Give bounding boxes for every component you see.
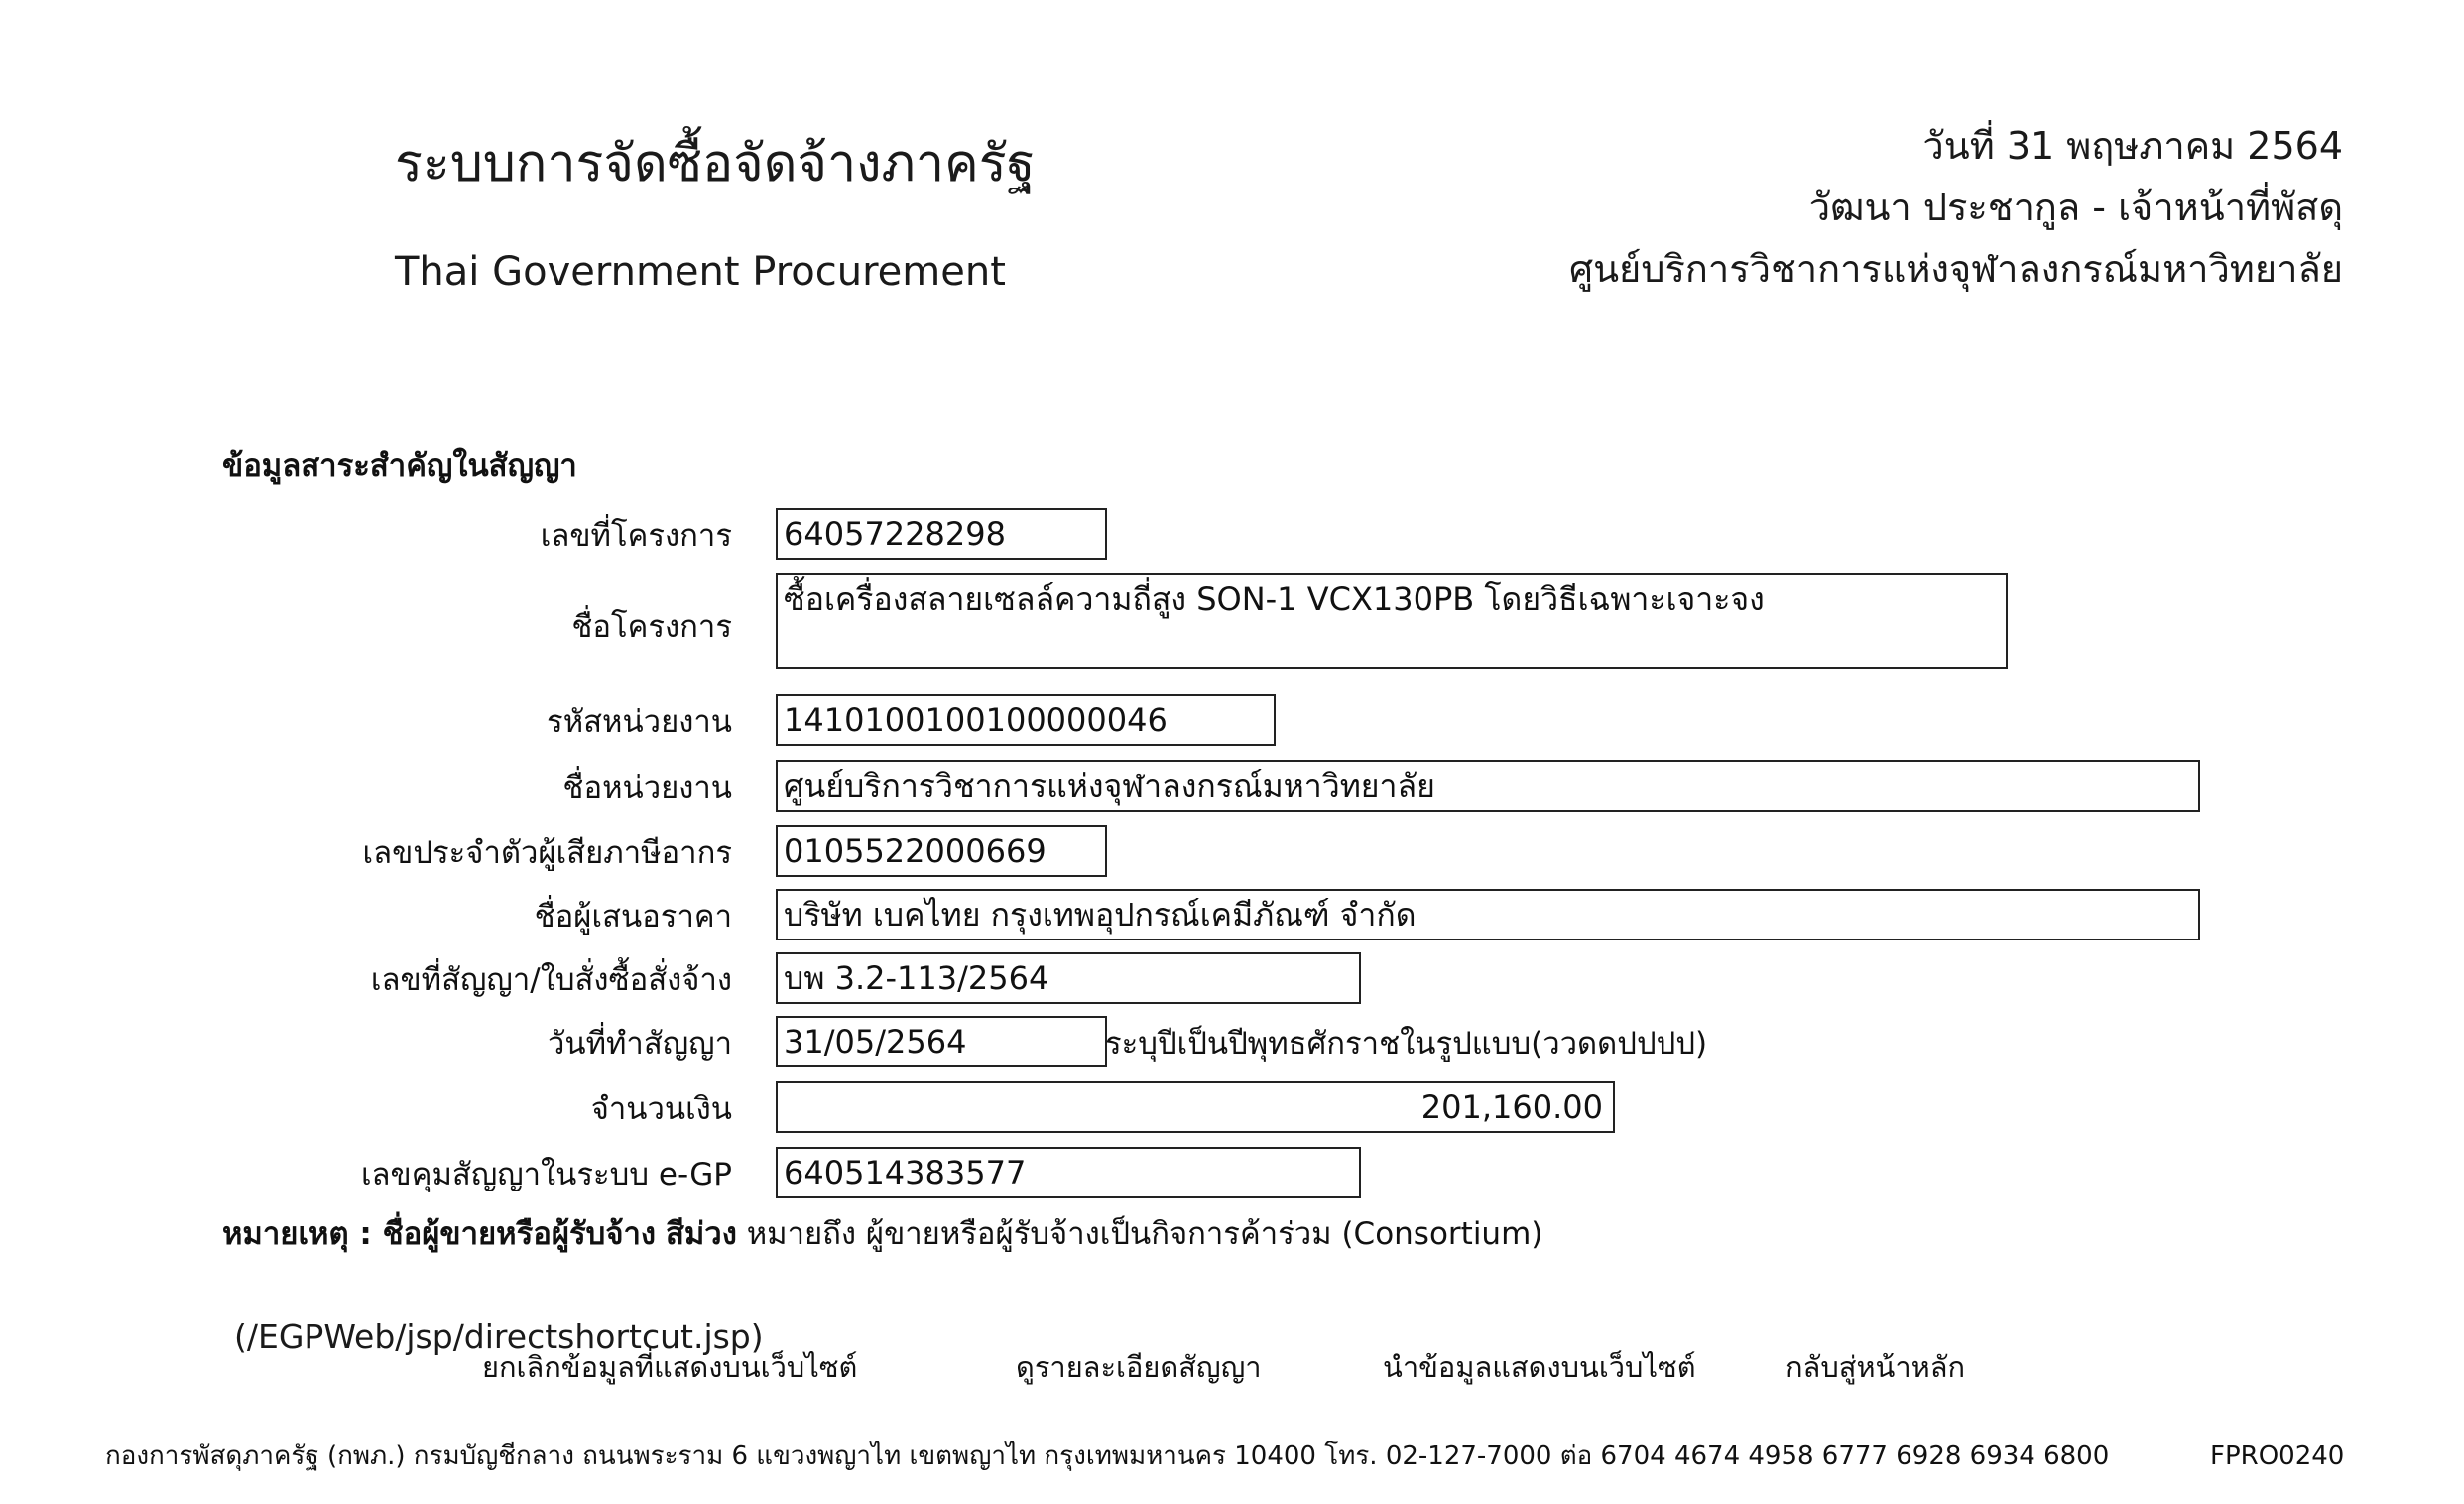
- amount-label: จำนวนเงิน: [590, 1091, 732, 1127]
- bidder-name-field[interactable]: บริษัท เบคไทย กรุงเทพอุปกรณ์เคมีภัณฑ์ จำกัด: [776, 889, 2200, 940]
- footer-form-code: FPRO0240: [2210, 1441, 2345, 1471]
- footer-organization: กองการพัสดุภาครัฐ (กพภ.) กรมบัญชีกลาง ถนนพระราม 6 แขวงพญาไท เขตพญาไท กรุงเทพมหานคร 10400 โทร. 02-127-7000 ต่อ 6704 4674 4958 6777 6928 6934 6800: [105, 1441, 2110, 1471]
- system-name-english: Thai Government Procurement: [395, 249, 1006, 295]
- contract-no-label: เลขที่สัญญา/ใบสั่งซื้อสั่งจ้าง: [370, 962, 732, 998]
- consortium-note: [222, 1212, 1542, 1256]
- cancel-publish-link[interactable]: ยกเลิกข้อมูลที่แสดงบนเว็บไซต์: [482, 1350, 858, 1384]
- contract-no-field[interactable]: บพ 3.2-113/2564: [776, 952, 1361, 1004]
- egp-control-no-label: เลขคุมสัญญาในระบบ e-GP: [360, 1157, 732, 1192]
- note-prefix: หมายเหตุ : ชื่อผู้ขายหรือผู้รับจ้าง: [222, 1216, 657, 1252]
- project-no-label: เลขที่โครงการ: [540, 518, 732, 554]
- publish-to-website-link[interactable]: นำข้อมูลแสดงบนเว็บไซต์: [1383, 1350, 1696, 1384]
- project-name-field[interactable]: ซื้อเครื่องสลายเซลล์ความถี่สูง SON-1 VCX130PB โดยวิธีเฉพาะเจาะจง: [776, 573, 2008, 669]
- amount-field[interactable]: 201,160.00: [776, 1081, 1615, 1133]
- view-contract-detail-link[interactable]: ดูรายละเอียดสัญญา: [1016, 1350, 1262, 1384]
- unit-info: ศูนย์บริการวิชาการแห่งจุฬาลงกรณ์มหาวิทยาลัย: [1568, 247, 2343, 291]
- page-url-text: (/EGPWeb/jsp/directshortcut.jsp): [234, 1317, 764, 1356]
- note-suffix: หมายถึง ผู้ขายหรือผู้รับจ้างเป็นกิจการค้าร่วม (Consortium): [746, 1216, 1543, 1252]
- back-to-home-link[interactable]: กลับสู่หน้าหลัก: [1786, 1350, 1966, 1384]
- unit-name-label: ชื่อหน่วยงาน: [562, 770, 732, 806]
- project-no-field[interactable]: 64057228298: [776, 508, 1107, 560]
- system-name-thai: ระบบการจัดซื้อจัดจ้างภาครัฐ: [395, 134, 1036, 193]
- contract-date-hint: ระบุปีเป็นปีพุทธศักราชในรูปแบบ(ววดดปปปป): [1105, 1026, 1708, 1062]
- project-name-label: ชื่อโครงการ: [571, 609, 732, 645]
- print-date: วันที่ 31 พฤษภาคม 2564: [1922, 124, 2343, 168]
- contract-date-field[interactable]: 31/05/2564: [776, 1016, 1107, 1067]
- tax-id-label: เลขประจำตัวผู้เสียภาษีอากร: [362, 835, 732, 871]
- unit-code-label: รหัสหน่วยงาน: [547, 704, 732, 740]
- egp-control-no-field[interactable]: 640514383577: [776, 1147, 1361, 1198]
- user-info: วัฒนา ประชากูล - เจ้าหน้าที่พัสดุ: [1808, 186, 2343, 229]
- bidder-name-label: ชื่อผู้เสนอราคา: [534, 899, 732, 935]
- note-highlight: สีม่วง: [665, 1216, 737, 1252]
- contract-date-label: วันที่ทำสัญญา: [547, 1026, 732, 1062]
- unit-code-field[interactable]: 1410100100100000046: [776, 694, 1276, 746]
- section-title: ข้อมูลสาระสำคัญในสัญญา: [222, 448, 577, 484]
- tax-id-field[interactable]: 0105522000669: [776, 825, 1107, 877]
- unit-name-field[interactable]: ศูนย์บริการวิชาการแห่งจุฬาลงกรณ์มหาวิทยาลัย: [776, 760, 2200, 812]
